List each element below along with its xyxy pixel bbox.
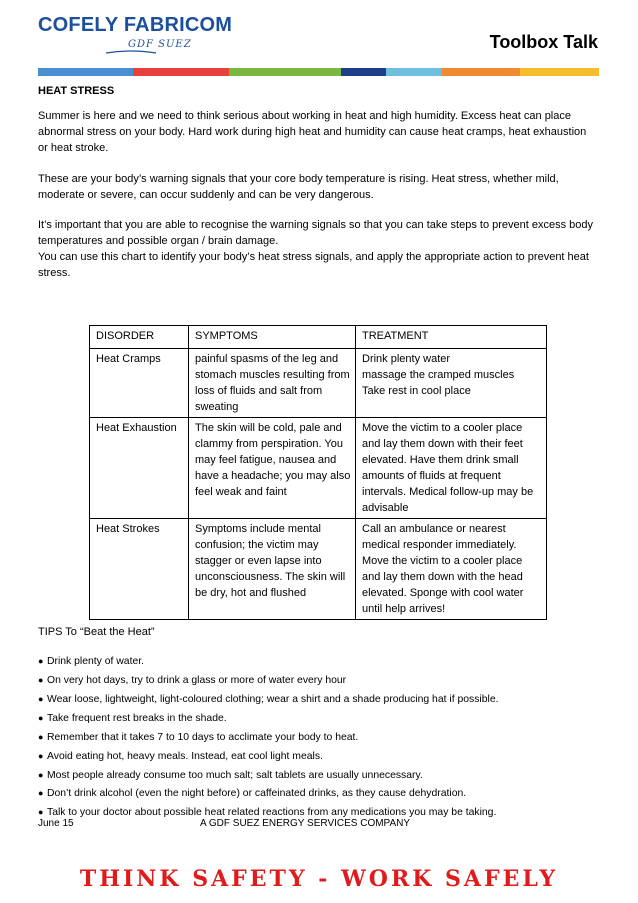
heat-stress-table [89,325,547,620]
stripe-segment [133,68,228,76]
recognition-text: It’s important that you are able to recognise the warning signals so that you can take steps to prevent excess body temperatures and possible organ / brain damage. [38,219,594,247]
tip-item [38,673,618,688]
stripe-segment [229,68,341,76]
treatment-cell: Move the victim to a cooler place and lay them down with their feet elevated. Have them drink small amounts of fluids at frequent intervals. Medical follow-up may be advisable [356,418,547,519]
disorder-cell: Heat Exhaustion [90,418,189,519]
company-logo [38,14,238,62]
treatment-line: massage the cramped muscles [362,369,515,381]
document-title: HEAT STRESS [38,85,115,97]
tip-item [38,730,618,745]
recognition-paragraph [38,217,598,281]
stripe-segment [442,68,521,76]
tip-text: Drink plenty of water. [47,656,145,667]
bullet-icon: ● [38,751,44,761]
bullet-icon: ● [38,675,44,685]
logo-sub-text: GDF SUEZ [128,39,192,50]
logo-main-text: COFELY FABRICOM [38,14,233,36]
tip-text: Avoid eating hot, heavy meals. Instead, eat cool light meals. [47,751,323,762]
disorder-cell: Heat Strokes [90,519,189,620]
tip-item [38,786,618,801]
tip-text: Take frequent rest breaks in the shade. [47,713,227,724]
tip-text: Talk to your doctor about possible heat related reactions from any medications you may be taking. [47,807,497,818]
header-disorder: DISORDER [90,326,189,349]
tip-item [38,749,618,764]
footer-company: A GDF SUEZ ENERGY SERVICES COMPANY [200,818,411,829]
table-header-row [90,326,547,349]
symptoms-cell: Symptoms include mental confusion; the victim may stagger or even lapse into unconsciousness. The skin will be dry, hot and flushed [189,519,356,620]
safety-slogan: THINK SAFETY - WORK SAFELY [79,866,559,892]
table-row [90,418,547,519]
footer-date: June 15 [38,818,74,829]
header-treatment: TREATMENT [356,326,547,349]
warning-paragraph: These are your body’s warning signals that your core body temperature is rising. Heat stress, whether mild, moderate or severe, can occur suddenly and can be very dangerous. [38,173,559,201]
treatment-line: Take rest in cool place [362,385,471,397]
color-stripe [38,68,599,76]
disorder-cell: Heat Cramps [90,349,189,418]
header-title: Toolbox Talk [489,32,598,52]
tip-item [38,654,618,669]
treatment-line: Drink plenty water [362,353,451,365]
stripe-segment [520,68,599,76]
bullet-icon: ● [38,694,44,704]
symptoms-cell: painful spasms of the leg and stomach muscles resulting from loss of fluids and salt from sweating [189,349,356,418]
tip-text: Don’t drink alcohol (even the night before) or caffeinated drinks, as they cause dehydration. [47,788,467,799]
bullet-icon: ● [38,788,44,798]
table-row [90,519,547,620]
bullet-icon: ● [38,770,44,780]
stripe-segment [38,68,133,76]
tip-item [38,692,618,707]
tip-text: Remember that it takes 7 to 10 days to acclimate your body to heat. [47,732,359,743]
tip-text: Most people already consume too much salt; salt tablets are usually unnecessary. [47,770,423,781]
header-symptoms: SYMPTOMS [189,326,356,349]
treatment-cell [356,349,547,418]
intro-paragraph: Summer is here and we need to think serious about working in heat and high humidity. Excess heat can place abnormal stress on your body. Hard work during high heat and humidity can cause heat cramps, heat exhaustion or heat stroke. [38,110,587,154]
chart-usage-text: You can use this chart to identify your body’s heat stress signals, and apply the appropriate action to prevent heat stress. [38,251,589,279]
tip-item [38,711,618,726]
logo-swoosh-icon [104,48,158,56]
bullet-icon: ● [38,732,44,742]
tip-text: Wear loose, lightweight, light-coloured clothing; wear a shirt and a shade producing hat if possible. [47,694,499,705]
bullet-icon: ● [38,656,44,666]
symptoms-cell: The skin will be cold, pale and clammy from perspiration. You may feel fatigue, nausea and have a headache; you may also feel weak and faint [189,418,356,519]
tips-title: TIPS To “Beat the Heat” [38,626,155,638]
stripe-segment [341,68,386,76]
tip-item [38,768,618,783]
tip-text: On very hot days, try to drink a glass or more of water every hour [47,675,347,686]
bullet-icon: ● [38,713,44,723]
table-row [90,349,547,418]
treatment-cell: Call an ambulance or nearest medical responder immediately. Move the victim to a cooler place and lay them down with the head elevated. Sponge with cool water until help arrives! [356,519,547,620]
stripe-segment [386,68,442,76]
bullet-icon: ● [38,807,44,817]
